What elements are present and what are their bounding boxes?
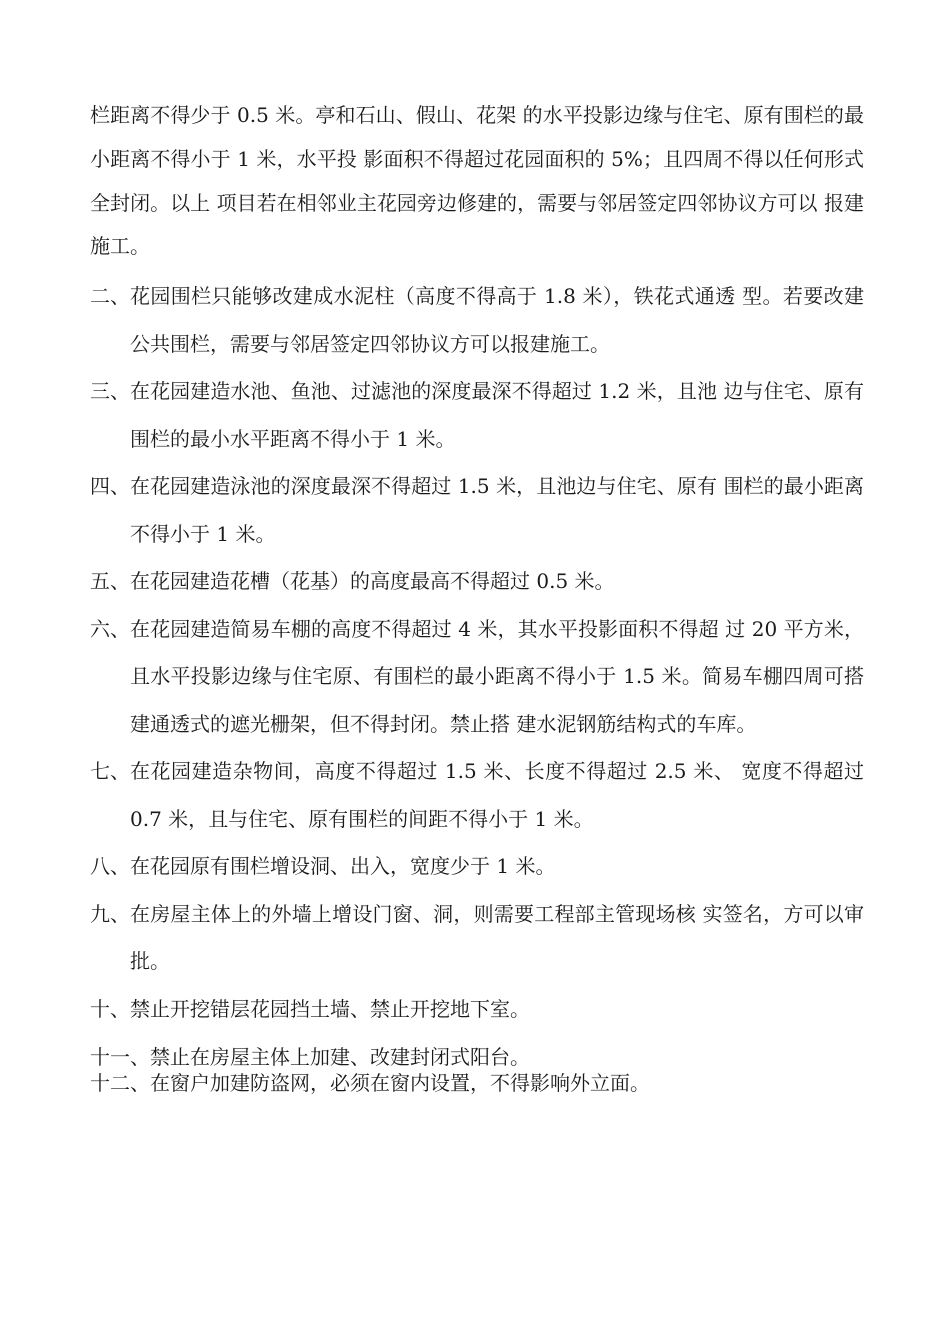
item-text: 在花园建造简易车棚的高度不得超过 4 米，其水平投影面积不得超 过 20 平方米，且水平投影边缘与住宅原、有围栏的最小距离不得小于 1.5 米。简易车棚四周可搭建通透式的遮光栅架，但不得封闭。禁止搭 建水泥钢筋结构式的车库。 [130, 616, 864, 736]
item-text: 在窗户加建防盗网，必须在窗内设置，不得影响外立面。 [150, 1071, 650, 1096]
item-text: 花园围栏只能够改建成水泥柱（高度不得高于 1.8 米），铁花式通透 型。若要改建公共围栏，需要与邻居签定四邻协议方可以报建施工。 [130, 284, 864, 356]
list-item [90, 463, 864, 558]
item-number: 六、 [90, 616, 130, 641]
item-text: 在花园建造泳池的深度最深不得超过 1.5 米，且池边与住宅、原有 围栏的最小距离不得小于 1 米。 [130, 474, 864, 546]
item-number: 十一、 [90, 1045, 150, 1070]
list-item [90, 748, 864, 843]
list-item [90, 606, 864, 749]
item-text: 在房屋主体上的外墙上增设门窗、洞，则需要工程部主管现场核 实签名，方可以审批。 [130, 901, 864, 974]
item-number: 八、 [90, 854, 130, 879]
item-text: 在花园建造水池、鱼池、过滤池的深度最深不得超过 1.2 米，且池 边与住宅、原有围栏的最小水平距离不得小于 1 米。 [130, 379, 864, 451]
item-text: 在花园建造杂物间，高度不得超过 1.5 米、长度不得超过 2.5 米、 宽度不得超过 0.7 米，且与住宅、原有围栏的间距不得小于 1 米。 [130, 759, 864, 831]
item-number: 九、 [90, 901, 130, 926]
list-item [90, 368, 864, 463]
item-text: 在花园建造花槽（花基）的高度最高不得超过 0.5 米。 [130, 569, 615, 594]
item-number: 三、 [90, 379, 130, 404]
item-text: 禁止在房屋主体上加建、改建封闭式阳台。 [150, 1045, 530, 1070]
list-item [90, 843, 864, 891]
list-item [90, 986, 864, 1034]
item-number: 十二、 [90, 1071, 150, 1096]
item-text: 在花园原有围栏增设洞、出入，宽度少于 1 米。 [130, 854, 556, 879]
list-item [90, 273, 864, 368]
list-item [90, 1071, 864, 1095]
intro-paragraph: 栏距离不得少于 0.5 米。亭和石山、假山、花架 的水平投影边缘与住宅、原有围栏的最小距离不得小于 1 米，水平投 影面积不得超过花园面积的 5%；且四周不得以任何形式全封闭。以上 项目若在相邻业主花园旁边修建的，需要与邻居签定四邻协议方可以 报建施工。 [90, 103, 864, 259]
item-number: 二、 [90, 284, 130, 309]
list-item [90, 891, 864, 986]
item-number: 五、 [90, 569, 130, 594]
document-page [90, 94, 864, 1095]
item-number: 四、 [90, 474, 130, 499]
list-item [90, 558, 864, 606]
item-number: 七、 [90, 759, 130, 784]
item-number: 十、 [90, 996, 130, 1021]
item-text: 禁止开挖错层花园挡土墙、禁止开挖地下室。 [130, 996, 530, 1021]
list-item [90, 1045, 864, 1069]
